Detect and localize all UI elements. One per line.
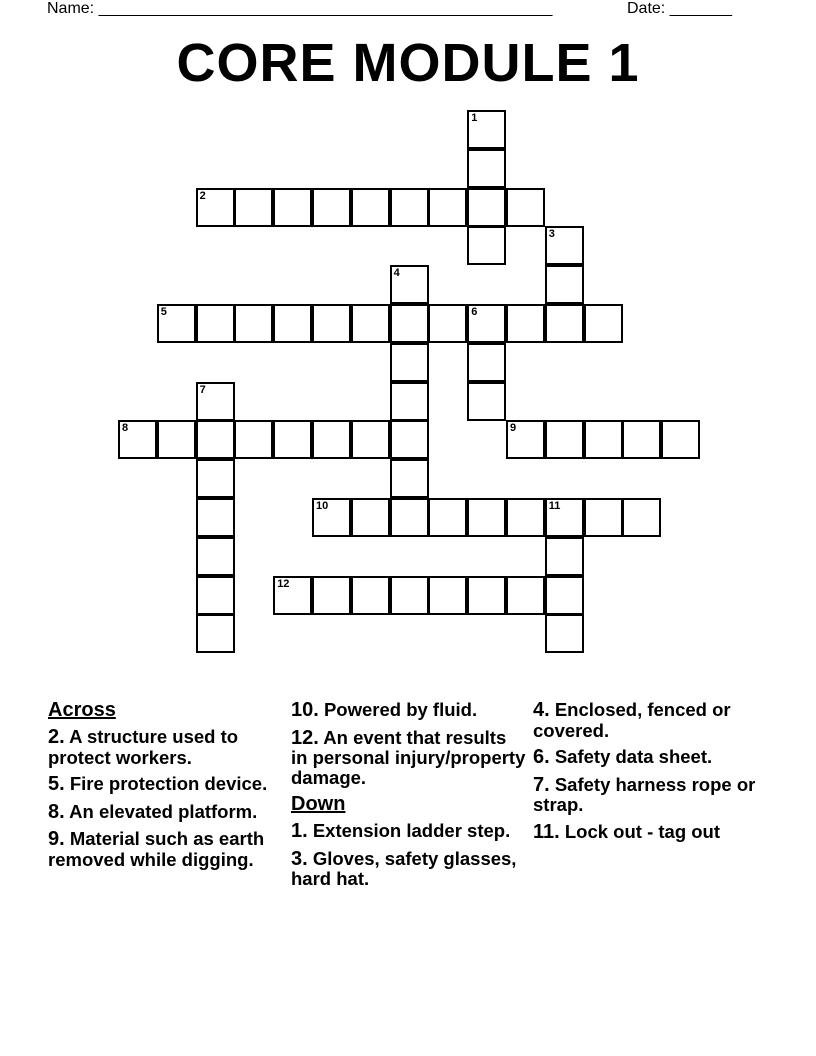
name-field[interactable]: Name: ___________________________________________________: [47, 0, 553, 17]
grid-cell[interactable]: [622, 420, 661, 459]
grid-cell[interactable]: [545, 614, 584, 653]
grid-cell[interactable]: [196, 498, 235, 537]
clue-number-label: 6: [471, 306, 478, 318]
clue-number: 6.: [533, 746, 550, 768]
clue-column-2: [291, 700, 526, 896]
grid-cell[interactable]: [467, 576, 506, 615]
grid-cell[interactable]: [390, 498, 429, 537]
clue-item: [291, 728, 526, 788]
grid-cell[interactable]: [584, 420, 623, 459]
clue-number: 9.: [48, 828, 65, 850]
grid-cell[interactable]: [312, 188, 351, 227]
clue-text: Material such as earth removed while digging.: [48, 828, 265, 870]
across-clue-list-continued: [291, 700, 526, 787]
grid-cell[interactable]: [506, 304, 545, 343]
clue-item: [48, 829, 283, 869]
clue-item: [533, 747, 768, 768]
grid-cell[interactable]: [273, 304, 312, 343]
grid-cell[interactable]: [545, 498, 584, 537]
grid-cell[interactable]: [196, 576, 235, 615]
grid-cell[interactable]: [196, 614, 235, 653]
clue-item: [291, 849, 526, 889]
grid-cell[interactable]: [312, 498, 351, 537]
clue-text: Extension ladder step.: [307, 820, 511, 841]
grid-cell[interactable]: [390, 576, 429, 615]
clue-number-label: 1: [471, 112, 478, 124]
down-heading: Down: [291, 793, 346, 815]
grid-cell[interactable]: [506, 420, 545, 459]
clue-item: [533, 822, 768, 843]
grid-cell[interactable]: [351, 420, 390, 459]
grid-cell[interactable]: [390, 382, 429, 421]
clue-number-label: 3: [548, 228, 555, 241]
clue-item: [48, 774, 283, 795]
grid-cell[interactable]: [390, 304, 429, 343]
grid-cell[interactable]: [118, 420, 157, 459]
grid-cell[interactable]: [196, 304, 235, 343]
clue-column-3: [533, 700, 768, 849]
grid-cell[interactable]: [661, 420, 700, 459]
clue-number: 3.: [291, 847, 308, 870]
clue-number: 12.: [291, 726, 319, 749]
grid-cell[interactable]: [273, 188, 312, 227]
grid-cell[interactable]: [545, 265, 584, 304]
grid-cell[interactable]: [467, 304, 506, 343]
clue-item: [533, 700, 768, 740]
clue-text: A structure used to protect workers.: [48, 726, 239, 768]
clue-number-label: 2: [199, 189, 206, 202]
grid-cell[interactable]: [312, 576, 351, 615]
grid-cell[interactable]: [351, 576, 390, 615]
clue-number-label: 10: [316, 500, 329, 512]
clue-number-label: 4: [393, 267, 400, 280]
grid-cell[interactable]: [545, 576, 584, 615]
grid-cell[interactable]: [545, 420, 584, 459]
clue-number: 1.: [291, 820, 308, 842]
grid-cell[interactable]: [467, 110, 506, 149]
clue-text: Safety harness rope or strap.: [533, 773, 756, 815]
grid-cell[interactable]: [196, 188, 235, 227]
clue-number: 5.: [48, 773, 65, 795]
clue-text: Fire protection device.: [64, 773, 268, 794]
grid-cell[interactable]: [622, 498, 661, 537]
clue-number-label: 12: [277, 577, 290, 590]
grid-cell[interactable]: [234, 188, 273, 227]
clue-text: Gloves, safety glasses, hard hat.: [291, 847, 517, 889]
grid-cell[interactable]: [506, 188, 545, 227]
clue-number: 2.: [48, 726, 65, 748]
grid-cell[interactable]: [467, 149, 506, 188]
grid-cell[interactable]: [351, 188, 390, 227]
grid-cell[interactable]: [196, 537, 235, 576]
grid-cell[interactable]: [234, 420, 273, 459]
clue-number: 11.: [533, 820, 560, 843]
clue-text: Enclosed, fenced or covered.: [533, 699, 731, 741]
grid-cell[interactable]: [584, 498, 623, 537]
clue-number-label: 11: [548, 500, 561, 512]
grid-cell[interactable]: [390, 343, 429, 382]
grid-cell[interactable]: [196, 420, 235, 459]
grid-cell[interactable]: [467, 343, 506, 382]
clue-item: [48, 727, 283, 767]
grid-cell[interactable]: [428, 304, 467, 343]
grid-cell[interactable]: [390, 265, 429, 304]
grid-cell[interactable]: [312, 420, 351, 459]
clue-item: [291, 821, 526, 842]
grid-cell[interactable]: [312, 304, 351, 343]
grid-cell[interactable]: [351, 498, 390, 537]
clue-item: [533, 775, 768, 815]
grid-cell[interactable]: [428, 498, 467, 537]
clue-text: An elevated platform.: [64, 800, 258, 822]
grid-cell[interactable]: [467, 188, 506, 227]
clue-text: An event that results in personal injury/property damage.: [291, 726, 526, 788]
grid-cell[interactable]: [506, 576, 545, 615]
grid-cell[interactable]: [506, 498, 545, 537]
grid-cell[interactable]: [273, 420, 312, 459]
grid-cell[interactable]: [196, 459, 235, 498]
grid-cell[interactable]: [390, 459, 429, 498]
grid-cell[interactable]: [545, 226, 584, 265]
clue-text: Safety data sheet.: [549, 746, 713, 767]
grid-cell[interactable]: [584, 304, 623, 343]
date-field[interactable]: Date: _______: [627, 0, 732, 17]
grid-cell[interactable]: [390, 188, 429, 227]
grid-cell[interactable]: [196, 382, 235, 421]
grid-cell[interactable]: [545, 304, 584, 343]
down-clue-list: [291, 821, 526, 889]
clue-item: [291, 700, 526, 721]
down-clue-list-continued: [533, 700, 768, 842]
grid-cell[interactable]: [234, 304, 273, 343]
clue-number-label: 9: [510, 422, 517, 435]
clue-number-label: 5: [160, 306, 167, 318]
grid-cell[interactable]: [273, 576, 312, 615]
clue-column-1: [48, 700, 283, 876]
grid-cell[interactable]: [545, 537, 584, 576]
grid-cell[interactable]: [157, 304, 196, 343]
grid-cell[interactable]: [157, 420, 196, 459]
grid-cell[interactable]: [467, 498, 506, 537]
clue-number: 7.: [533, 773, 550, 796]
clue-number-label: 7: [199, 383, 206, 396]
grid-cell[interactable]: [467, 382, 506, 421]
clue-number: 8.: [48, 800, 65, 823]
page-title: CORE MODULE 1: [176, 33, 640, 93]
grid-cell[interactable]: [390, 420, 429, 459]
grid-cell[interactable]: [428, 188, 467, 227]
clue-text: Lock out - tag out: [559, 820, 721, 842]
clue-item: [48, 802, 283, 823]
clue-text: Powered by fluid.: [318, 699, 478, 720]
grid-cell[interactable]: [428, 576, 467, 615]
grid-cell[interactable]: [467, 226, 506, 265]
across-heading: Across: [48, 699, 116, 721]
clue-number-label: 8: [122, 422, 129, 435]
clue-number: 10.: [291, 699, 319, 721]
grid-cell[interactable]: [351, 304, 390, 343]
across-clue-list: [48, 727, 283, 869]
clue-number: 4.: [533, 699, 550, 721]
